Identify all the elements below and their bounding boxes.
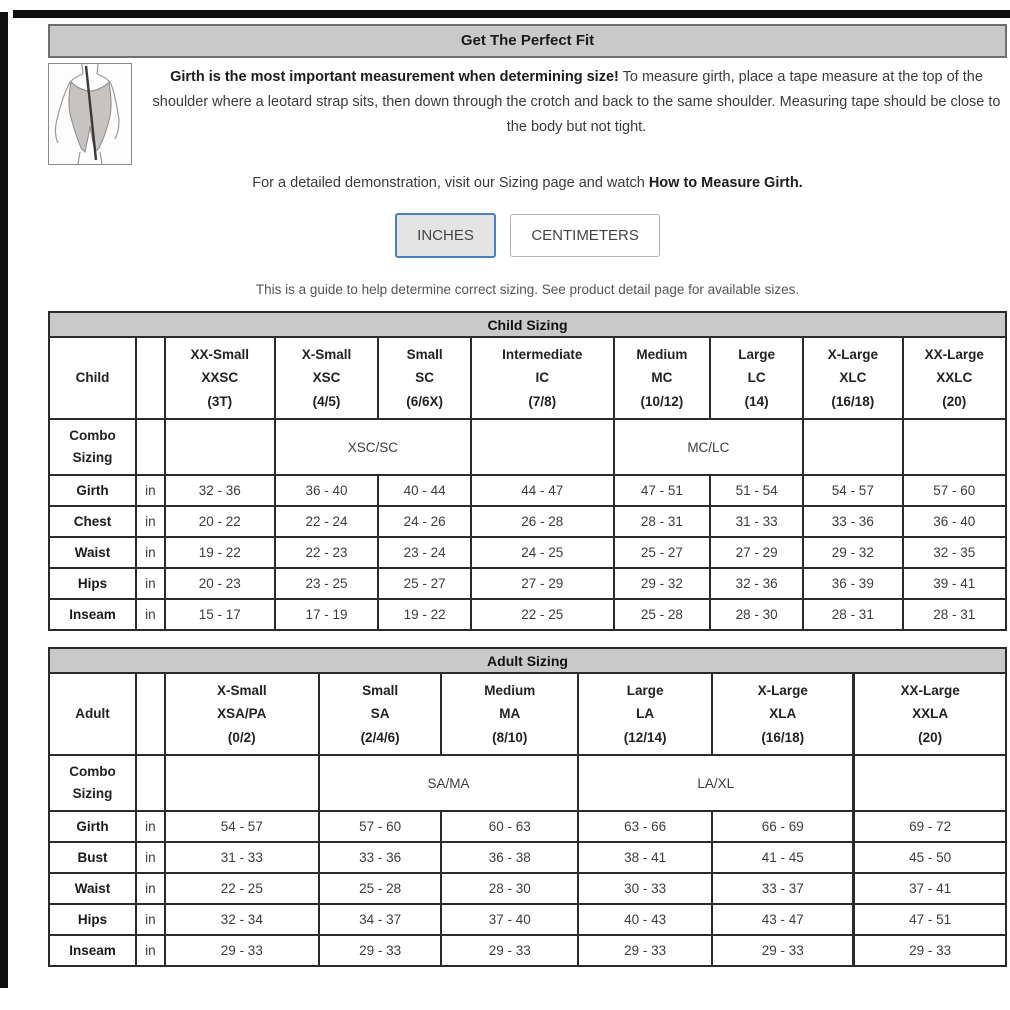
child-corner-label: Child: [49, 337, 136, 419]
size-value-cell: 33 - 37: [712, 873, 854, 904]
size-value-cell: 32 - 34: [165, 904, 319, 935]
row-label: Chest: [49, 506, 136, 537]
demo-line-bold: How to Measure Girth.: [648, 175, 803, 191]
leotard-figure-drawing: [49, 64, 131, 164]
unit-cell: in: [136, 904, 165, 935]
size-value-cell: 28 - 31: [903, 599, 1006, 630]
size-value-cell: 66 - 69: [712, 811, 854, 842]
size-column-header: Large LC (14): [710, 337, 803, 419]
size-value-cell: 32 - 36: [165, 475, 275, 506]
row-label: Waist: [49, 873, 136, 904]
size-value-cell: 45 - 50: [854, 842, 1006, 873]
unit-cell: in: [136, 537, 165, 568]
size-value-cell: 36 - 39: [803, 568, 903, 599]
size-value-cell: 69 - 72: [854, 811, 1006, 842]
row-label: Bust: [49, 842, 136, 873]
row-label: Hips: [49, 568, 136, 599]
size-value-cell: 36 - 38: [441, 842, 578, 873]
size-value-cell: 36 - 40: [903, 506, 1006, 537]
size-value-cell: 20 - 22: [165, 506, 275, 537]
size-value-cell: 27 - 29: [710, 537, 803, 568]
size-column-header: Small SA (2/4/6): [319, 673, 441, 755]
size-value-cell: 32 - 36: [710, 568, 803, 599]
girth-instructions-lead: Girth is the most important measurement when determining size!: [170, 69, 619, 85]
size-value-cell: 22 - 25: [165, 873, 319, 904]
child-table: [48, 311, 1007, 631]
size-value-cell: 31 - 33: [710, 506, 803, 537]
sizing-guide-note: This is a guide to help determine correct sizing. See product detail page for available sizes.: [255, 282, 800, 297]
size-value-cell: 24 - 26: [378, 506, 471, 537]
size-value-cell: 51 - 54: [710, 475, 803, 506]
row-label: Girth: [49, 811, 136, 842]
size-value-cell: 28 - 31: [614, 506, 711, 537]
size-value-cell: 43 - 47: [712, 904, 854, 935]
table-row: [49, 935, 1006, 966]
row-label: Waist: [49, 537, 136, 568]
size-value-cell: 27 - 29: [471, 568, 614, 599]
size-value-cell: 22 - 23: [275, 537, 378, 568]
leotard-girth-diagram-icon: [48, 63, 132, 165]
size-column-header: X-Small XSC (4/5): [275, 337, 378, 419]
table-row: [49, 568, 1006, 599]
demo-line: [48, 173, 1007, 193]
size-value-cell: 38 - 41: [578, 842, 712, 873]
adult-corner-label: Adult: [49, 673, 136, 755]
row-label: Hips: [49, 904, 136, 935]
combo-sizing-label: Combo Sizing: [49, 419, 136, 475]
row-label: Girth: [49, 475, 136, 506]
table-row: [49, 904, 1006, 935]
centimeters-button[interactable]: CENTIMETERS: [510, 214, 660, 257]
size-column-header: XX-Small XXSC (3T): [165, 337, 275, 419]
size-value-cell: 19 - 22: [165, 537, 275, 568]
size-column-header: Intermediate IC (7/8): [471, 337, 614, 419]
size-value-cell: 25 - 27: [378, 568, 471, 599]
adult-table: [48, 647, 1007, 967]
size-value-cell: 33 - 36: [803, 506, 903, 537]
adult-table-title: Adult Sizing: [49, 648, 1006, 673]
table-row: [49, 873, 1006, 904]
combo-cell: XSC/SC: [275, 419, 471, 475]
size-column-header: Medium MC (10/12): [614, 337, 711, 419]
unit-cell: in: [136, 506, 165, 537]
size-column-header: X-Large XLC (16/18): [803, 337, 903, 419]
size-value-cell: 29 - 32: [614, 568, 711, 599]
size-value-cell: 29 - 33: [712, 935, 854, 966]
size-value-cell: 33 - 36: [319, 842, 441, 873]
size-value-cell: 54 - 57: [803, 475, 903, 506]
size-value-cell: 34 - 37: [319, 904, 441, 935]
size-value-cell: 57 - 60: [319, 811, 441, 842]
size-chart-page: [48, 0, 1007, 967]
size-value-cell: 17 - 19: [275, 599, 378, 630]
size-value-cell: 31 - 33: [165, 842, 319, 873]
table-row: [49, 537, 1006, 568]
size-value-cell: 22 - 25: [471, 599, 614, 630]
size-column-header: X-Small XSA/PA (0/2): [165, 673, 319, 755]
unit-cell: in: [136, 935, 165, 966]
size-value-cell: 28 - 30: [710, 599, 803, 630]
combo-cell: [903, 419, 1006, 475]
combo-cell: [471, 419, 614, 475]
unit-cell: in: [136, 842, 165, 873]
size-column-header: XX-Large XXLC (20): [903, 337, 1006, 419]
row-label: Inseam: [49, 935, 136, 966]
size-value-cell: 22 - 24: [275, 506, 378, 537]
table-row: [49, 842, 1006, 873]
size-value-cell: 28 - 31: [803, 599, 903, 630]
size-value-cell: 15 - 17: [165, 599, 275, 630]
unit-cell: [136, 755, 165, 811]
size-value-cell: 26 - 28: [471, 506, 614, 537]
size-value-cell: 29 - 33: [319, 935, 441, 966]
combo-cell: SA/MA: [319, 755, 578, 811]
row-label: Inseam: [49, 599, 136, 630]
size-value-cell: 57 - 60: [903, 475, 1006, 506]
table-row: [49, 811, 1006, 842]
size-value-cell: 47 - 51: [854, 904, 1006, 935]
size-column-header: X-Large XLA (16/18): [712, 673, 854, 755]
size-value-cell: 39 - 41: [903, 568, 1006, 599]
inches-button[interactable]: INCHES: [395, 213, 496, 258]
size-value-cell: 29 - 33: [441, 935, 578, 966]
table-row: [49, 599, 1006, 630]
size-value-cell: 41 - 45: [712, 842, 854, 873]
unit-toggle: [48, 213, 1007, 258]
girth-instructions: [146, 65, 1007, 140]
size-value-cell: 29 - 33: [854, 935, 1006, 966]
intro-section: [48, 63, 1007, 165]
size-value-cell: 60 - 63: [441, 811, 578, 842]
size-value-cell: 36 - 40: [275, 475, 378, 506]
size-column-header: XX-Large XXLA (20): [854, 673, 1006, 755]
unit-cell: in: [136, 475, 165, 506]
size-column-header: Large LA (12/14): [578, 673, 712, 755]
size-value-cell: 54 - 57: [165, 811, 319, 842]
size-value-cell: 20 - 23: [165, 568, 275, 599]
size-value-cell: 47 - 51: [614, 475, 711, 506]
screenshot-left-border: [0, 12, 8, 988]
size-value-cell: 30 - 33: [578, 873, 712, 904]
size-value-cell: 24 - 25: [471, 537, 614, 568]
demo-line-text: For a detailed demonstration, visit our Sizing page and watch: [252, 175, 649, 191]
size-value-cell: 23 - 25: [275, 568, 378, 599]
size-value-cell: 40 - 44: [378, 475, 471, 506]
page-title: Get The Perfect Fit: [48, 24, 1007, 58]
table-row: [49, 475, 1006, 506]
unit-cell: [136, 419, 165, 475]
size-value-cell: 32 - 35: [903, 537, 1006, 568]
size-value-cell: 19 - 22: [378, 599, 471, 630]
size-column-header: Medium MA (8/10): [441, 673, 578, 755]
size-value-cell: 63 - 66: [578, 811, 712, 842]
unit-cell: in: [136, 811, 165, 842]
combo-cell: [854, 755, 1006, 811]
size-value-cell: 40 - 43: [578, 904, 712, 935]
table-row: [49, 506, 1006, 537]
unit-column-header: [136, 337, 165, 419]
combo-cell: LA/XL: [578, 755, 854, 811]
combo-cell: [165, 419, 275, 475]
size-value-cell: 29 - 32: [803, 537, 903, 568]
combo-cell: [165, 755, 319, 811]
size-column-header: Small SC (6/6X): [378, 337, 471, 419]
size-value-cell: 28 - 30: [441, 873, 578, 904]
girth-instructions-body: To measure girth, place a tape measure at the top of the shoulder where a leotard strap sits, then down through the crotch and back to the same shoulder. Measuring tape should be close to the body but not tight.: [152, 69, 1001, 135]
size-value-cell: 25 - 27: [614, 537, 711, 568]
unit-cell: in: [136, 873, 165, 904]
size-value-cell: 44 - 47: [471, 475, 614, 506]
combo-sizing-label: Combo Sizing: [49, 755, 136, 811]
unit-column-header: [136, 673, 165, 755]
size-value-cell: 25 - 28: [319, 873, 441, 904]
unit-cell: in: [136, 568, 165, 599]
unit-cell: in: [136, 599, 165, 630]
size-value-cell: 25 - 28: [614, 599, 711, 630]
size-value-cell: 29 - 33: [165, 935, 319, 966]
combo-cell: [803, 419, 903, 475]
size-value-cell: 37 - 41: [854, 873, 1006, 904]
size-value-cell: 29 - 33: [578, 935, 712, 966]
child-table-title: Child Sizing: [49, 312, 1006, 337]
combo-cell: MC/LC: [614, 419, 803, 475]
size-value-cell: 37 - 40: [441, 904, 578, 935]
size-value-cell: 23 - 24: [378, 537, 471, 568]
